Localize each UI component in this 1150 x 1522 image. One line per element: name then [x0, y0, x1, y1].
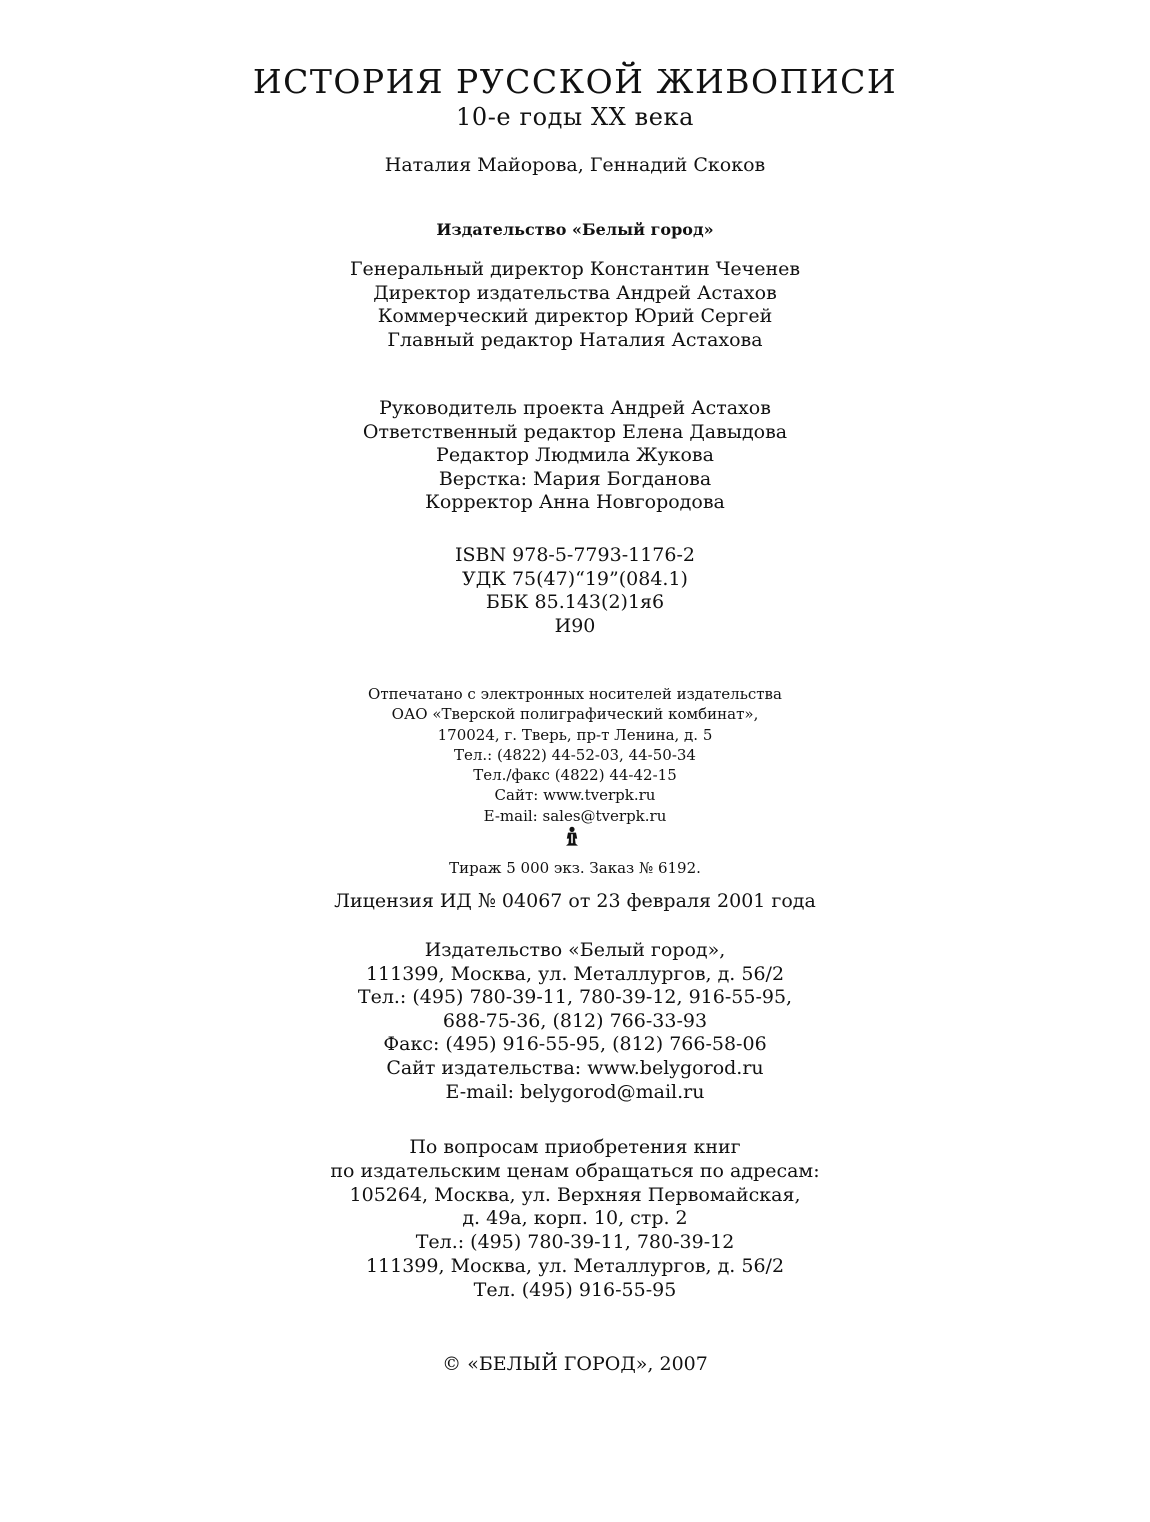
purchase-info [0, 1136, 1150, 1303]
project-team-line: Ответственный редактор Елена Давыдова [362, 420, 788, 443]
contacts-line: Издательство «Белый город», [424, 939, 726, 961]
printer-logo-icon [565, 826, 579, 846]
project-team-line: Редактор Людмила Жукова [436, 444, 714, 466]
project-team-line: Корректор Анна Новгородова [425, 491, 725, 513]
publisher-website[interactable]: Сайт издательства: www.belygorod.ru [386, 1056, 764, 1079]
project-team-line: Руководитель проекта Андрей Астахов [379, 397, 771, 419]
isbn: ISBN 978-5-7793-1176-2 [455, 544, 695, 566]
publisher-contacts [0, 939, 1150, 1104]
purchase-line: 105264, Москва, ул. Верхняя Первомайская, [349, 1183, 801, 1206]
purchase-line: Тел. (495) 916-55-95 [473, 1278, 677, 1301]
contacts-line: Факс: (495) 916-55-95, (812) 766-58-06 [383, 1033, 767, 1056]
license [0, 889, 1150, 913]
publisher-heading [0, 219, 1150, 241]
printer-line: ОАО «Тверской полиграфический комбинат», [391, 705, 759, 724]
staff-line: Генеральный директор Константин Чеченев [349, 258, 801, 280]
book-title: ИСТОРИЯ РУССКОЙ ЖИВОПИСИ [252, 62, 898, 101]
project-team-list [0, 397, 1150, 515]
contacts-line: Тел.: (495) 780-39-11, 780-39-12, 916-55-95, [357, 986, 793, 1009]
printer-info [0, 684, 1150, 826]
staff-line: Главный редактор Наталия Астахова [387, 328, 763, 351]
staff-line: Коммерческий директор Юрий Сергей [377, 305, 773, 327]
purchase-line: по издательским ценам обращаться по адресам: [330, 1159, 820, 1182]
authors-line: Наталия Майорова, Геннадий Скоков [384, 154, 766, 176]
printer-line: Тел./факс (4822) 44-42-15 [473, 766, 677, 785]
publisher-email[interactable]: E-mail: belygorod@mail.ru [445, 1080, 705, 1103]
purchase-line: По вопросам приобретения книг [409, 1136, 741, 1158]
copyright-text: © «БЕЛЫЙ ГОРОД», 2007 [442, 1353, 708, 1375]
license-text: Лицензия ИД № 04067 от 23 февраля 2001 года [334, 890, 816, 912]
copyright [0, 1352, 1150, 1376]
book-subtitle: 10-е годы XX века [455, 103, 695, 131]
purchase-line: Тел.: (495) 780-39-11, 780-39-12 [415, 1231, 735, 1254]
bbk-code: ББК 85.143(2)1я6 [485, 591, 665, 613]
book-title-block [0, 62, 1150, 132]
printer-email[interactable]: E-mail: sales@tverpk.ru [483, 806, 667, 825]
project-team-line: Верстка: Мария Богданова [438, 467, 712, 490]
printer-line: 170024, г. Тверь, пр-т Ленина, д. 5 [437, 725, 713, 744]
author-index: И90 [554, 614, 596, 637]
purchase-line: 111399, Москва, ул. Металлургов, д. 56/2 [365, 1254, 785, 1277]
print-run-text: Тираж 5 000 экз. Заказ № 6192. [449, 859, 701, 877]
authors [0, 152, 1150, 178]
printer-line: Отпечатано с электронных носителей издательства [368, 685, 782, 703]
printer-line: Тел.: (4822) 44-52-03, 44-50-34 [454, 745, 696, 764]
contacts-line: 111399, Москва, ул. Металлургов, д. 56/2 [365, 962, 785, 985]
printer-website[interactable]: Сайт: www.tverpk.ru [494, 786, 656, 805]
purchase-line: д. 49а, корп. 10, стр. 2 [462, 1207, 688, 1230]
staff-list [0, 258, 1150, 352]
contacts-line: 688-75-36, (812) 766-33-93 [442, 1009, 708, 1032]
publisher-heading-text: Издательство «Белый город» [436, 220, 714, 239]
udk-code: УДК 75(47)“19”(084.1) [462, 567, 688, 590]
print-run [0, 858, 1150, 878]
staff-line: Директор издательства Андрей Астахов [373, 281, 777, 304]
catalog-codes [0, 544, 1150, 638]
